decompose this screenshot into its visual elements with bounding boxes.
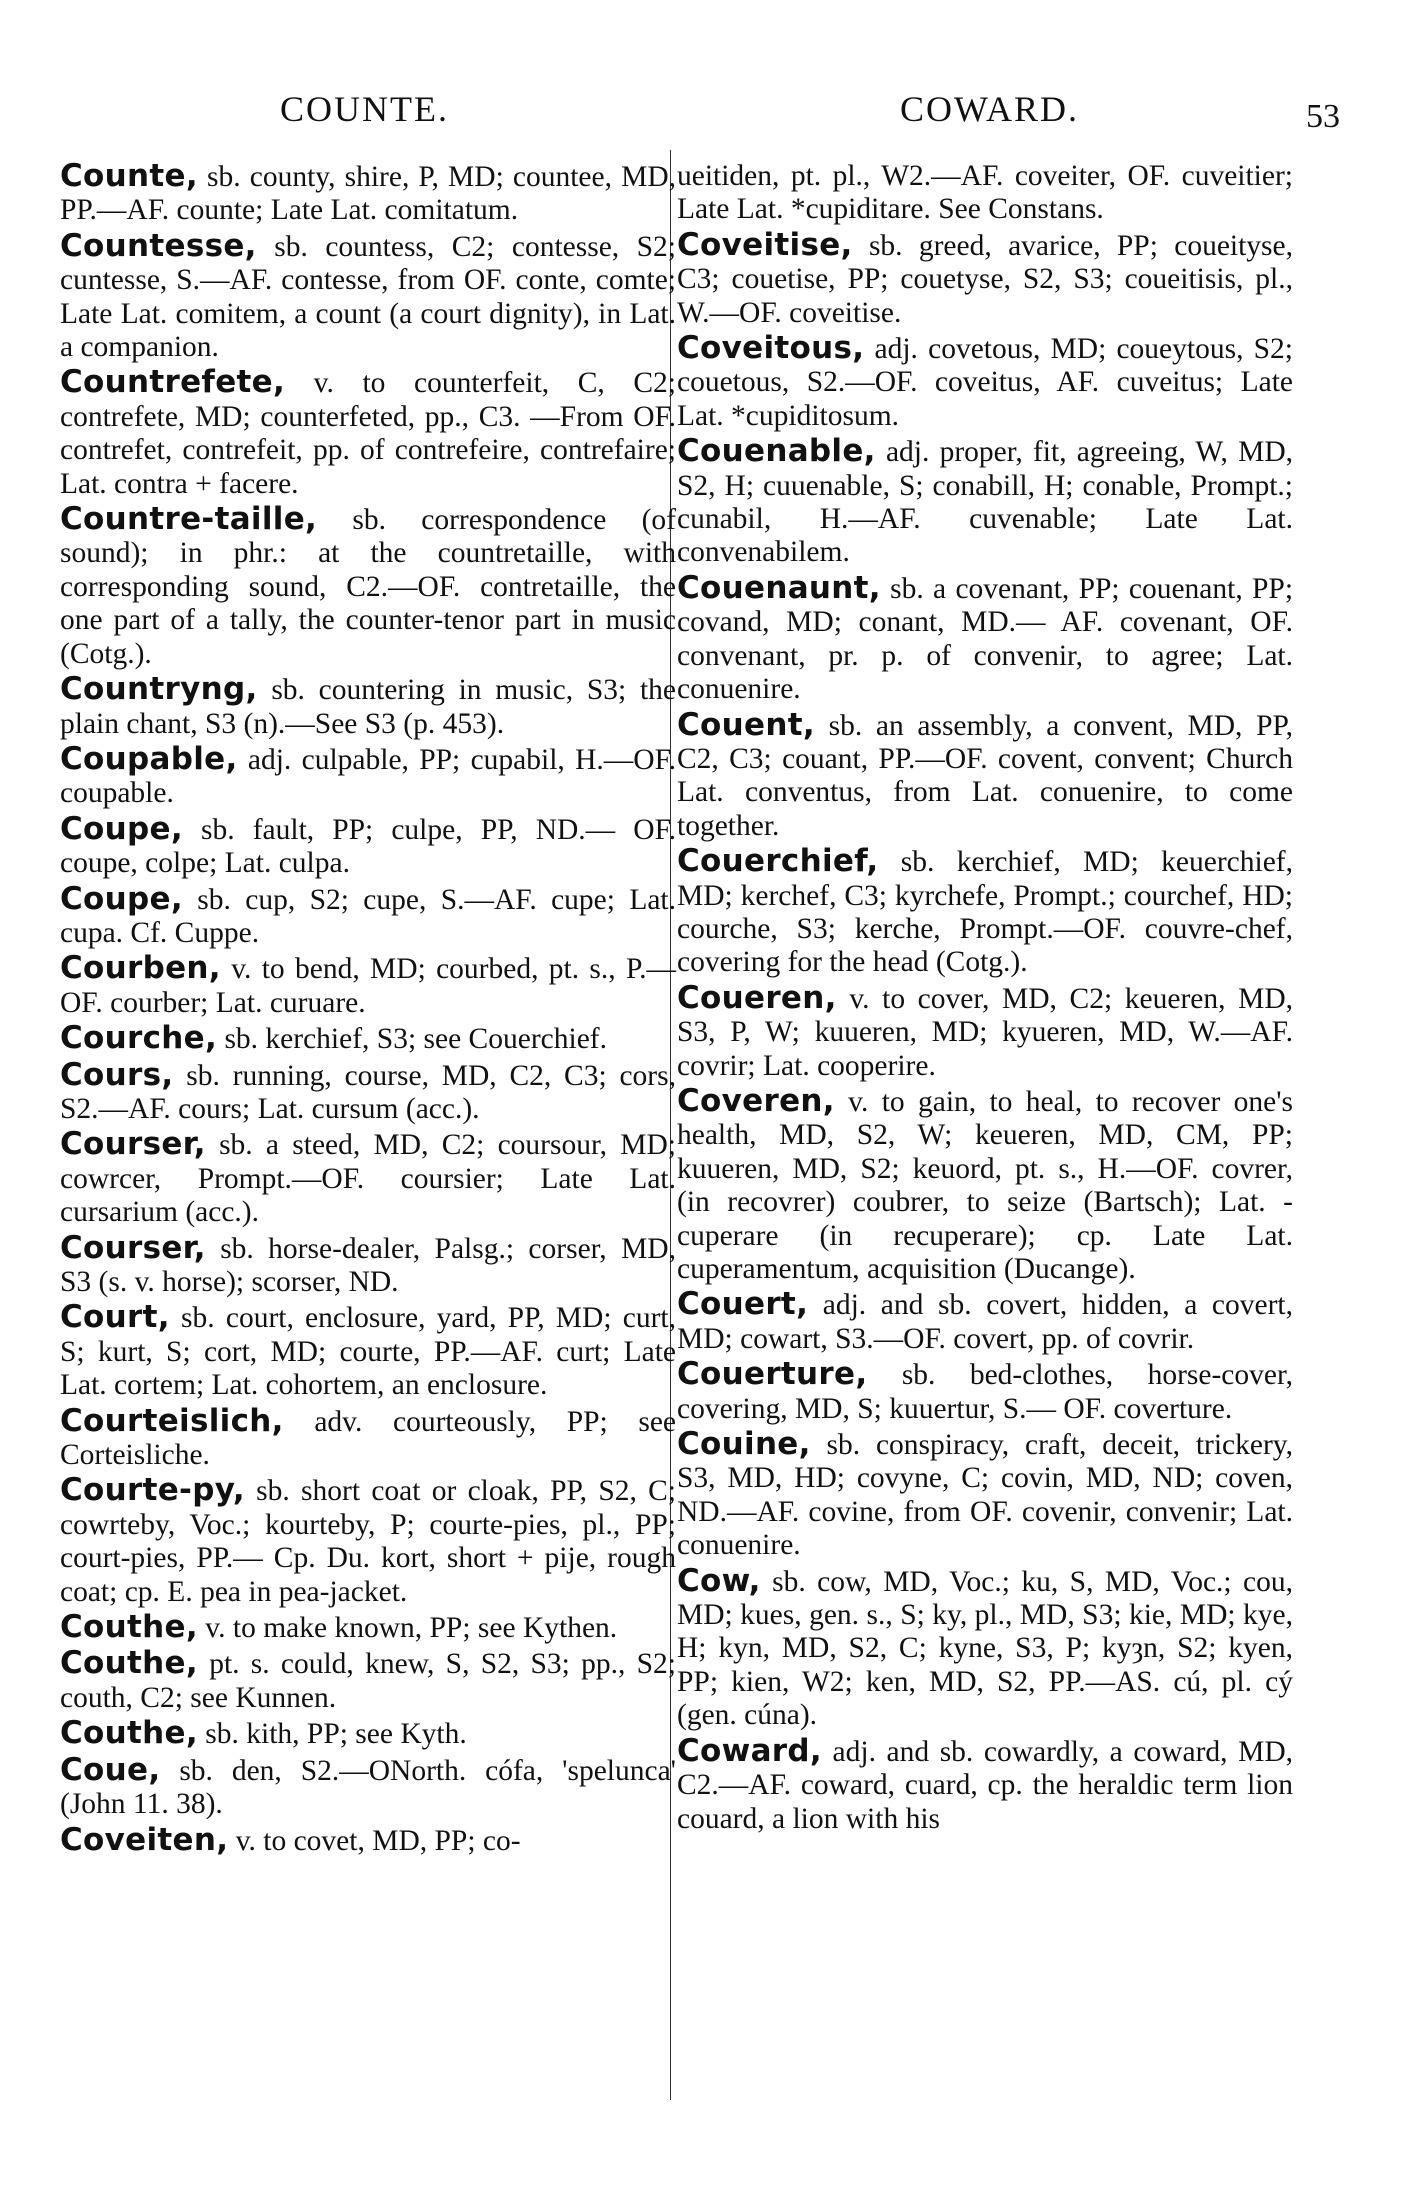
headword: Courser ,: [60, 1126, 206, 1162]
dictionary-entry: [677, 979, 1293, 1083]
definition: sb. horse-dealer, Palsg.; corser, MD, S3 (s. v. horse); scorser, ND.: [60, 1232, 676, 1298]
definition: sb. an assembly, a convent, MD, PP, C2, C3; couant, PP.—OF. covent, convent; Church Lat. conventus, from Lat. conuenire, to come together.: [677, 709, 1293, 842]
headword: Coveitise ,: [677, 227, 853, 263]
dictionary-entry: [677, 435, 1293, 570]
definition: ueitiden, pt. pl., W2.—AF. coveiter, OF. cuveitier; Late Lat. *cupiditare. See Constans.: [677, 160, 1293, 226]
headword: Coveitous ,: [677, 330, 864, 366]
headword: Couenaunt ,: [677, 570, 881, 606]
definition: v. to cover, MD, C2; keueren, MD, S3, P, W; kuueren, MD; kyueren, MD, W.—AF. covrir; Lat. cooperire.: [677, 982, 1293, 1082]
headword: Couerture ,: [677, 1356, 867, 1392]
dictionary-entry: [677, 1428, 1293, 1563]
dictionary-entry: [677, 1358, 1293, 1426]
headword: Coveren ,: [677, 1083, 835, 1119]
definition: sb. kith, PP; see Kyth.: [205, 1718, 467, 1751]
left-column: [60, 160, 676, 1860]
headword: Couerchief ,: [677, 843, 878, 879]
headword: Courte-py ,: [60, 1472, 245, 1508]
definition: sb. den, S2.—ONorth. cófa, 'spelunca' (John 11. 38).: [60, 1754, 676, 1821]
dictionary-entry: [60, 1056, 676, 1127]
definition: v. to bend, MD; courbed, pt. s., P.—OF. courber; Lat. curuare.: [60, 953, 676, 1019]
headword: Couthe ,: [60, 1609, 198, 1645]
definition: sb. bed-clothes, horse-cover, covering, MD, S; kuuertur, S.— OF. coverture.: [677, 1359, 1294, 1425]
headword: Coveiten ,: [60, 1822, 228, 1858]
headword: Couine ,: [677, 1426, 811, 1462]
dictionary-entry: [60, 160, 676, 228]
dictionary-entry: [60, 1611, 676, 1645]
definition: sb. cow, MD, Voc.; ku, S, MD, Voc.; cou, MD; kues, gen. s., S; ky, pl., MD, S3; kie, MD; kye, H; kyn, MD, S2, C; kyne, S3, P; kyȝn, S2; kyen, PP; kien, W2; ken, MD, S2, PP.—AS. cú, pl. cý (gen. cúna).: [677, 1565, 1294, 1732]
dictionary-entry: [60, 503, 676, 671]
headword: Courteislich ,: [60, 1403, 284, 1439]
dictionary-entry: [677, 569, 1294, 707]
headword: Couenable ,: [677, 433, 876, 469]
definition: pt. s. could, knew, S, S2, S3; pp., S2; couth, C2; see Kunnen.: [60, 1648, 677, 1714]
dictionary-entry: [60, 810, 676, 881]
dictionary-entry: [60, 366, 676, 501]
headword: Coupable ,: [60, 741, 238, 777]
definition: sb. county, shire, P, MD; countee, MD, PP.—AF. counte; Late Lat. comitatum.: [60, 161, 676, 227]
headword: Counte ,: [60, 158, 198, 194]
headword: Countryng ,: [60, 671, 258, 707]
dictionary-entry: [60, 1474, 676, 1609]
definition: sb. a covenant, PP; couenant, PP; covand, MD; conant, MD.— AF. covenant, OF. convenant, pr. p. of convenir, to agree; Lat. conuenire.: [677, 572, 1294, 706]
dictionary-entry: [60, 1128, 676, 1229]
definition: sb. kerchief, S3; see Couerchief.: [224, 1023, 607, 1056]
definition: sb. cup, S2; cupe, S.—AF. cupe; Lat. cupa. Cf. Cuppe.: [60, 883, 676, 949]
definition: sb. countering in music, S3; the plain chant, S3 (n).—See S3 (p. 453).: [60, 674, 677, 740]
left-guide-word: COUNTE.: [280, 89, 449, 129]
headword: Coupe ,: [60, 811, 183, 847]
dictionary-entry: [677, 1288, 1293, 1356]
dictionary-entry: [677, 1082, 1293, 1286]
dictionary-entry: [60, 1647, 676, 1715]
definition: v. to gain, to heal, to recover one's health, MD, S2, W; keueren, MD, CM, PP; kuueren, MD, S2; keuord, pt. s., H.—OF. covrer, (in recovrer) coubrer, to seize (Bartsch); Lat. -cuperare (in recuperare); cp. Late Lat. cuperamentum, acquisition (Ducange).: [677, 1085, 1293, 1285]
running-header: [60, 88, 1340, 148]
headword: Courche ,: [60, 1020, 217, 1056]
definition: sb. correspondence (of sound); in phr.: at the countretaille, with corresponding sound, C2.—OF. contretaille, the one part of a tally, the counter-tenor part in music (Cotg.).: [60, 504, 676, 670]
definition: sb. court, enclosure, yard, PP, MD; curt, S; kurt, S; cort, MD; courte, PP.—AF. curt; Late Lat. cortem; Lat. cohortem, an enclosure.: [60, 1302, 676, 1402]
headword: Coueren ,: [677, 980, 837, 1016]
dictionary-entry: [60, 1229, 676, 1300]
dictionary-entry: [60, 740, 677, 811]
headword: Countrefete ,: [60, 364, 285, 400]
definition: sb. kerchief, MD; keuerchief, MD; kerchef, C3; kyrchefe, Prompt.; courchef, HD; courche, S3; kerche, Prompt.—OF. couvre-chef, covering for the head (Cotg.).: [677, 846, 1293, 979]
definition: adj. culpable, PP; cupabil, H.—OF. coupable.: [60, 743, 677, 810]
definition: adj. and sb. cowardly, a coward, MD, C2.—AF. coward, cuard, cp. the heraldic term lion couard, a lion with his: [677, 1735, 1294, 1835]
headword: Cours ,: [60, 1057, 173, 1093]
headword: Couthe ,: [60, 1715, 198, 1751]
definition: sb. running, course, MD, C2, C3; cors, S2.—AF. cours; Lat. cursum (acc.).: [60, 1059, 676, 1125]
definition: v. to covet, MD, PP; co-: [235, 1824, 521, 1857]
dictionary-entry: [60, 1022, 676, 1056]
dictionary-entry: [60, 880, 676, 951]
definition: v. to counterfeit, C, C2; contrefete, MD; counterfeted, pp., C3. —From OF. contrefet, contrefeit, pp. of contrefeire, contrefaire; Lat. contra + facere.: [60, 367, 676, 500]
definition: sb. countess, C2; contesse, S2; cuntesse, S.—AF. contesse, from OF. conte, comte; Late Lat. comitem, a count (a court dignity), in Lat. a companion.: [60, 230, 676, 364]
headword: Coue ,: [60, 1752, 160, 1788]
dictionary-entry: [677, 845, 1293, 980]
definition: sb. conspiracy, craft, deceit, trickery, S3, MD, HD; covyne, C; covin, MD, ND; coven, ND.—AF. covine, from OF. covenir, convenir; Lat. conuenire.: [677, 1429, 1294, 1562]
headword: Couthe ,: [60, 1645, 198, 1681]
dictionary-entry: [60, 1751, 676, 1822]
dictionary-entry: [60, 952, 676, 1020]
headword: Courser ,: [60, 1230, 206, 1266]
dictionary-entry: [677, 1732, 1294, 1836]
definition: sb. greed, avarice, PP; coueityse, C3; couetise, PP; couetyse, S2, S3; coueitisis, pl., W.—OF. coveitise.: [677, 229, 1294, 329]
headword: Cow ,: [677, 1563, 761, 1599]
dictionary-entry: [60, 673, 676, 741]
headword: Countesse ,: [60, 228, 257, 264]
headword: Couert ,: [677, 1286, 808, 1322]
definition: sb. fault, PP; culpe, PP, ND.— OF. coupe, colpe; Lat. culpa.: [60, 813, 676, 880]
right-guide-word: COWARD.: [900, 89, 1080, 129]
dictionary-entry: [60, 1821, 676, 1858]
headword: Coupe ,: [60, 881, 183, 917]
headword: Couent ,: [677, 707, 815, 743]
dictionary-entry: [677, 226, 1294, 330]
headword: Coward ,: [677, 1733, 822, 1769]
headword: Court ,: [60, 1299, 170, 1335]
dictionary-entry: [60, 227, 676, 365]
definition: sb. a steed, MD, C2; coursour, MD; cowrcer, Prompt.—OF. coursier; Late Lat. cursarium (acc.).: [60, 1129, 676, 1229]
definition: adj. and sb. covert, hidden, a covert, MD; cowart, S3.—OF. covert, pp. of covrir.: [677, 1289, 1293, 1355]
dictionary-entry-continuation: [677, 160, 1293, 227]
definition: sb. short coat or cloak, PP, S2, C; cowrteby, Voc.; kourteby, P; courte-pies, pl., PP; court-pies, PP.— Cp. Du. kort, short + pije, rough coat; cp. E. pea in pea-jacket.: [60, 1475, 676, 1608]
definition: v. to make known, PP; see Kythen.: [205, 1612, 618, 1645]
headword: Countre-taille ,: [60, 501, 317, 537]
page-number: 53: [1306, 98, 1340, 135]
definition: adj. proper, fit, agreeing, W, MD, S2, H; cuuenable, S; conabill, H; conable, Prompt.; cunabil, H.—AF. cuvenable; Late Lat. convenabilem.: [677, 436, 1293, 569]
dictionary-entry: [60, 1402, 677, 1473]
dictionary-entry: [60, 1717, 676, 1751]
right-column: [677, 160, 1293, 1838]
dictionary-entry: [677, 706, 1293, 844]
dictionary-entry: [677, 332, 1293, 433]
definition: adv. courteously, PP; see Corteisliche.: [60, 1405, 677, 1472]
dictionary-entry: [677, 1562, 1294, 1733]
headword: Courben ,: [60, 950, 221, 986]
dictionary-entry: [60, 1301, 676, 1402]
definition: adj. covetous, MD; coueytous, S2; couetous, S2.—OF. coveitus, AF. cuveitus; Late Lat. *cupiditosum.: [677, 333, 1293, 432]
